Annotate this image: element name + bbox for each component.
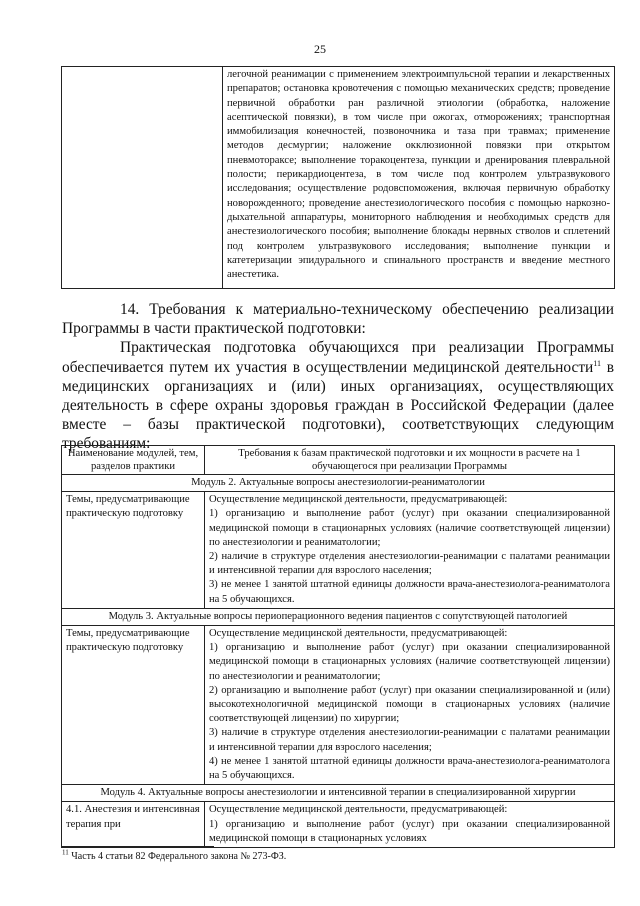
page-number: 25 (314, 42, 326, 56)
topic-cell: 4.1. Анестезия и интенсивная терапия при (62, 802, 205, 848)
section-paragraph-text: Практическая подготовка обучающихся при реализации Программы обеспечивается путем их участия в осуществлении медицинской деятельности (62, 339, 614, 376)
module-title: Модуль 3. Актуальные вопросы периоперационного ведения пациентов с сопутствующей патологией (62, 608, 615, 625)
requirement-line: 1) организацию и выполнение работ (услуг) при оказании специализированной медицинской помощи в стационарных условиях (наличие соответствующей лицензии) по анестезиологии и реаниматологии; (209, 642, 610, 682)
requirements-cell (205, 626, 615, 785)
requirement-line: Осуществление медицинской деятельности, предусматривающей: (209, 494, 508, 506)
requirements-cell (205, 802, 615, 848)
section-paragraph-text-cont: в медицинских организациях и (или) иных организациях, осуществляющих деятельность в сфере охраны здоровья граждан в Российской Федерации (далее вместе – базы практической подготовки), соответствующих следующим требованиям: (62, 358, 614, 453)
footnote-text: Часть 4 статьи 82 Федерального закона № 273-ФЗ. (68, 851, 287, 862)
table-header-row (62, 446, 615, 475)
table-row (62, 802, 615, 848)
module-row (62, 785, 615, 802)
requirement-line: 3) не менее 1 занятой штатной единицы должности врача-анестезиолога-реаниматолога на 5 обучающихся. (209, 579, 610, 605)
module-row (62, 608, 615, 625)
table-header-col2: Требования к базам практической подготовки и их мощности в расчете на 1 обучающегося при реализации Программы (205, 446, 615, 475)
footnote (62, 848, 287, 862)
continued-table-text: легочной реанимации с применением электроимпульсной терапии и лекарственных препаратов; остановка кровотечения с помощью механических средств; проведение первичной обработки ран различной этиологии (обработка, наложение асептической повязки), в том числе при ожогах, отморожениях; транспортная иммобилизация конечностей, позвоночника и таза при травмах; применение методов десмургии; наложение окклюзионной повязки при открытом пневмотораксе; выполнение торакоцентеза, пункции и дренирования плевральной полости; перикардиоцентеза, в том числе под контролем ультразвукового исследования; осуществление родовспоможения, включая первичную обработку новорожденного; проведение анестезиологического пособия с помощью наркозно-дыхательной аппаратуры, мониторного наблюдения и необходимых средств для анестезиологического пособия; выполнение блокады нервных стволов и сплетений под контролем ультразвукового исследования; выполнение пункции и катетеризации эпидурального и спинального пространств и введение местного анестетика. (223, 67, 615, 289)
requirements-cell (205, 492, 615, 609)
requirements-table (61, 445, 615, 848)
requirement-line: 3) наличие в структуре отделения анестезиологии-реанимации с палатами реанимации и интенсивной терапии для взрослого населения; (209, 727, 610, 753)
continued-table (61, 66, 615, 289)
section-heading: 14. Требования к материально-техническому обеспечению реализации Программы в части практической подготовки: (62, 301, 614, 338)
requirement-line: 2) организацию и выполнение работ (услуг) при оказании специализированной и (или) высокотехнологичной медицинской помощи в стационарных условиях (наличие соответствующей лицензии) по хирургии; (209, 684, 610, 725)
continued-table-empty-cell (62, 67, 223, 289)
section-14 (62, 300, 614, 454)
requirement-line: 4) не менее 1 занятой штатной единицы должности врача-анестезиолога-реаниматолога на 5 обучающихся. (209, 755, 610, 782)
topic-cell: Темы, предусматривающие практическую подготовку (62, 626, 205, 785)
requirement-line: 1) организацию и выполнение работ (услуг) при оказании специализированной медицинской помощи в стационарных условиях (209, 818, 610, 844)
section-paragraph (62, 338, 614, 453)
table-header-col1: Наименование модулей, тем, разделов практики (62, 446, 205, 475)
requirement-line: 2) наличие в структуре отделения анестезиологии-реанимации с палатами реанимации и интенсивной терапии для взрослого населения; (209, 551, 610, 577)
requirement-line: Осуществление медицинской деятельности, предусматривающей: (209, 804, 508, 816)
requirement-line: 1) организацию и выполнение работ (услуг) при оказании специализированной медицинской помощи в стационарных условиях (наличие соответствующей лицензии) по анестезиологии и реаниматологии; (209, 508, 610, 548)
module-title: Модуль 4. Актуальные вопросы анестезиологии и интенсивной терапии в специализированной хирургии (62, 785, 615, 802)
module-title: Модуль 2. Актуальные вопросы анестезиологии-реаниматологии (62, 475, 615, 492)
topic-cell: Темы, предусматривающие практическую подготовку (62, 492, 205, 609)
table-row (62, 492, 615, 609)
requirement-line: Осуществление медицинской деятельности, предусматривающей: (209, 628, 508, 640)
footnote-divider (62, 846, 214, 847)
footnote-mark: 11 (62, 848, 69, 857)
table-row (62, 626, 615, 785)
module-row (62, 475, 615, 492)
footnote-reference: 11 (593, 358, 601, 368)
